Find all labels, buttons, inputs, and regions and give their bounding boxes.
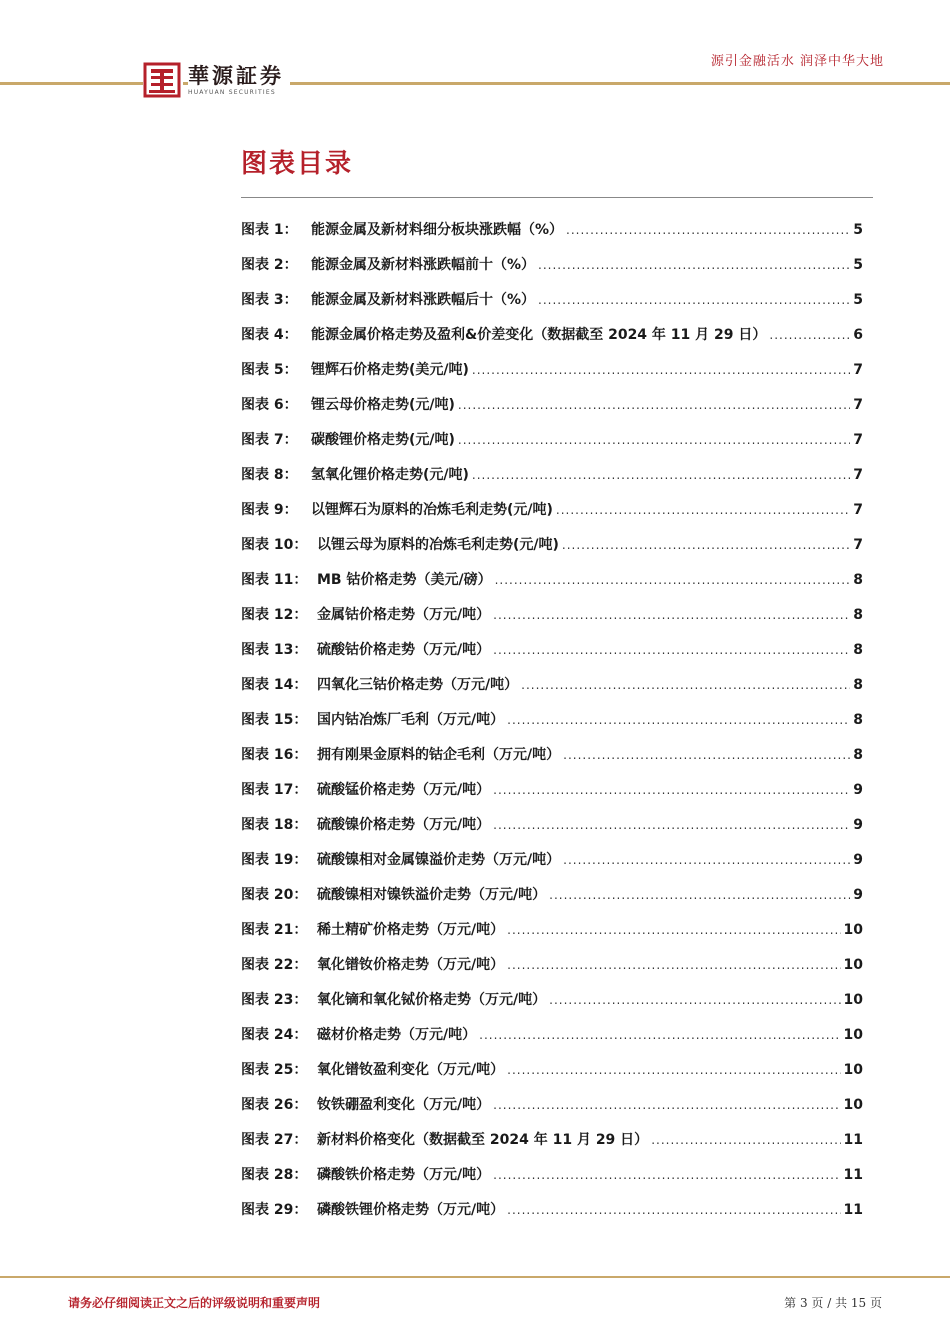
toc-leader-dots bbox=[493, 818, 850, 832]
toc-entry[interactable] bbox=[241, 604, 863, 639]
toc-entry[interactable] bbox=[241, 849, 863, 884]
toc-entry-label: 图表 13： bbox=[241, 642, 308, 658]
toc-leader-dots bbox=[507, 1203, 840, 1217]
toc-entry[interactable] bbox=[241, 884, 863, 919]
toc-entry-page: 11 bbox=[843, 1132, 863, 1148]
toc-leader-dots bbox=[769, 328, 850, 342]
toc-entry[interactable] bbox=[241, 569, 863, 604]
toc-entry-label: 图表 21： bbox=[241, 922, 308, 938]
toc-entry[interactable] bbox=[241, 814, 863, 849]
toc-entry-page: 10 bbox=[843, 1097, 863, 1113]
toc-leader-dots bbox=[563, 748, 850, 762]
toc-entry-label: 图表 17： bbox=[241, 782, 308, 798]
toc-leader-dots bbox=[651, 1133, 840, 1147]
toc-entry-label: 图表 19： bbox=[241, 852, 308, 868]
toc-entry[interactable] bbox=[241, 639, 863, 674]
toc-entry-title: 拥有刚果金原料的钴企毛利（万元/吨） bbox=[317, 747, 561, 763]
toc-entry-label: 图表 20： bbox=[241, 887, 308, 903]
toc-entry-page: 5 bbox=[853, 292, 863, 308]
toc-entry-label: 图表 12： bbox=[241, 607, 308, 623]
toc-entry-title: 磷酸铁价格走势（万元/吨） bbox=[317, 1167, 491, 1183]
toc-entry-page: 8 bbox=[853, 712, 863, 728]
toc-leader-dots bbox=[507, 1063, 840, 1077]
toc-leader-dots bbox=[563, 853, 850, 867]
toc-entry-label: 图表 23： bbox=[241, 992, 308, 1008]
toc-entry[interactable] bbox=[241, 534, 863, 569]
toc-entry-label: 图表 16： bbox=[241, 747, 308, 763]
toc-entry-label: 图表 7： bbox=[241, 432, 298, 448]
toc-entry-title: 锂云母价格走势(元/吨) bbox=[311, 397, 455, 413]
toc-entry-title: 金属钴价格走势（万元/吨） bbox=[317, 607, 491, 623]
toc-entry[interactable] bbox=[241, 1059, 863, 1094]
toc-entry[interactable] bbox=[241, 674, 863, 709]
toc-leader-dots bbox=[507, 958, 840, 972]
toc-entry-title: 磁材价格走势（万元/吨） bbox=[317, 1027, 477, 1043]
toc-entry-page: 10 bbox=[843, 1062, 863, 1078]
toc-entry-page: 7 bbox=[853, 502, 863, 518]
toc-leader-dots bbox=[538, 258, 850, 272]
footer-disclaimer: 请务必仔细阅读正文之后的评级说明和重要声明 bbox=[68, 1296, 321, 1310]
toc-entry-title: 硫酸锰价格走势（万元/吨） bbox=[317, 782, 491, 798]
toc-entry-title: 国内钴冶炼厂毛利（万元/吨） bbox=[317, 712, 505, 728]
toc-leader-dots bbox=[538, 293, 850, 307]
toc-title: 图表目录 bbox=[241, 149, 354, 179]
toc-entry-page: 10 bbox=[843, 957, 863, 973]
toc-entry-title: 四氧化三钴价格走势（万元/吨） bbox=[317, 677, 519, 693]
toc-entry-title: 锂辉石价格走势(美元/吨) bbox=[311, 362, 469, 378]
toc-entry-page: 10 bbox=[843, 992, 863, 1008]
toc-entry-title: 硫酸钴价格走势（万元/吨） bbox=[317, 642, 491, 658]
toc-entry-label: 图表 4： bbox=[241, 327, 298, 343]
toc-entry[interactable] bbox=[241, 744, 863, 779]
logo-chinese-name: 華源証券 bbox=[188, 63, 284, 88]
toc-entry-title: 新材料价格变化（数据截至 2024 年 11 月 29 日） bbox=[317, 1132, 649, 1148]
toc-entry-page: 5 bbox=[853, 257, 863, 273]
toc-entry-label: 图表 5： bbox=[241, 362, 298, 378]
toc-entry-label: 图表 29： bbox=[241, 1202, 308, 1218]
toc-entry-page: 11 bbox=[843, 1202, 863, 1218]
toc-entry-page: 11 bbox=[843, 1167, 863, 1183]
toc-entry-title: 能源金属价格走势及盈利&价差变化（数据截至 2024 年 11 月 29 日） bbox=[311, 327, 767, 343]
toc-entry[interactable] bbox=[241, 1024, 863, 1059]
footer-rule bbox=[0, 1276, 950, 1278]
company-logo-icon bbox=[143, 62, 183, 98]
toc-entry-label: 图表 18： bbox=[241, 817, 308, 833]
toc-leader-dots bbox=[472, 468, 850, 482]
logo-english-name: HUAYUAN SECURITIES bbox=[188, 89, 276, 96]
toc-entry[interactable] bbox=[241, 709, 863, 744]
toc-entry-page: 8 bbox=[853, 607, 863, 623]
toc-entry[interactable] bbox=[241, 1094, 863, 1129]
toc-entry-page: 8 bbox=[853, 677, 863, 693]
toc-entry[interactable] bbox=[241, 464, 863, 499]
toc-entry-page: 7 bbox=[853, 432, 863, 448]
toc-entry-label: 图表 14： bbox=[241, 677, 308, 693]
toc-leader-dots bbox=[458, 398, 850, 412]
toc-entry-label: 图表 15： bbox=[241, 712, 308, 728]
toc-leader-dots bbox=[493, 643, 850, 657]
toc-entry-title: 能源金属及新材料涨跌幅后十（%） bbox=[311, 292, 536, 308]
toc-entry-page: 7 bbox=[853, 467, 863, 483]
toc-entry[interactable] bbox=[241, 394, 863, 429]
toc-entry-page: 8 bbox=[853, 747, 863, 763]
toc-entry-title: 钕铁硼盈利变化（万元/吨） bbox=[317, 1097, 491, 1113]
toc-entry-title: 硫酸镍相对金属镍溢价走势（万元/吨） bbox=[317, 852, 561, 868]
toc-leader-dots bbox=[521, 678, 850, 692]
toc-leader-dots bbox=[493, 608, 850, 622]
toc-entry-page: 9 bbox=[853, 852, 863, 868]
toc-entry-title: 硫酸镍相对镍铁溢价走势（万元/吨） bbox=[317, 887, 547, 903]
toc-leader-dots bbox=[507, 713, 850, 727]
toc-entry-label: 图表 2： bbox=[241, 257, 298, 273]
toc-entry[interactable] bbox=[241, 954, 863, 989]
toc-entry-label: 图表 10： bbox=[241, 537, 308, 553]
toc-entry[interactable] bbox=[241, 219, 863, 254]
toc-entry-title: 能源金属及新材料涨跌幅前十（%） bbox=[311, 257, 536, 273]
header-slogan: 源引金融活水 润泽中华大地 bbox=[710, 54, 884, 69]
toc-leader-dots bbox=[493, 1098, 840, 1112]
toc-entry-page: 8 bbox=[853, 572, 863, 588]
toc-leader-dots bbox=[562, 538, 850, 552]
toc-entry-title: 磷酸铁锂价格走势（万元/吨） bbox=[317, 1202, 505, 1218]
toc-leader-dots bbox=[495, 573, 851, 587]
toc-entry-page: 10 bbox=[843, 1027, 863, 1043]
toc-entry[interactable] bbox=[241, 429, 863, 464]
toc-entry-label: 图表 25： bbox=[241, 1062, 308, 1078]
toc-entry-label: 图表 9： bbox=[241, 502, 298, 518]
toc-leader-dots bbox=[472, 363, 850, 377]
toc-entry[interactable] bbox=[241, 1199, 863, 1234]
toc-entry-title: 氧化镝和氧化铽价格走势（万元/吨） bbox=[317, 992, 547, 1008]
toc-leader-dots bbox=[493, 1168, 840, 1182]
footer-page-number: 第 3 页 / 共 15 页 bbox=[784, 1296, 882, 1310]
table-of-figures bbox=[241, 219, 863, 1234]
toc-entry-label: 图表 28： bbox=[241, 1167, 308, 1183]
toc-entry-label: 图表 3： bbox=[241, 292, 298, 308]
toc-entry-page: 10 bbox=[843, 922, 863, 938]
toc-entry[interactable] bbox=[241, 289, 863, 324]
toc-entry-label: 图表 1： bbox=[241, 222, 298, 238]
toc-entry-title: 硫酸镍价格走势（万元/吨） bbox=[317, 817, 491, 833]
toc-leader-dots bbox=[507, 923, 840, 937]
toc-entry-page: 8 bbox=[853, 642, 863, 658]
toc-entry-title: 能源金属及新材料细分板块涨跌幅（%） bbox=[311, 222, 564, 238]
toc-entry-page: 7 bbox=[853, 537, 863, 553]
toc-entry-page: 5 bbox=[853, 222, 863, 238]
company-logo bbox=[188, 64, 290, 97]
toc-entry-page: 7 bbox=[853, 362, 863, 378]
toc-entry[interactable] bbox=[241, 779, 863, 814]
toc-entry-label: 图表 11： bbox=[241, 572, 308, 588]
toc-entry-title: 以锂云母为原料的冶炼毛利走势(元/吨) bbox=[317, 537, 559, 553]
toc-entry-label: 图表 6： bbox=[241, 397, 298, 413]
toc-entry-page: 9 bbox=[853, 887, 863, 903]
toc-entry-page: 9 bbox=[853, 817, 863, 833]
toc-entry-label: 图表 8： bbox=[241, 467, 298, 483]
toc-entry-page: 9 bbox=[853, 782, 863, 798]
toc-entry-title: 以锂辉石为原料的冶炼毛利走势(元/吨) bbox=[311, 502, 553, 518]
toc-entry-page: 6 bbox=[853, 327, 863, 343]
toc-entry-label: 图表 27： bbox=[241, 1132, 308, 1148]
toc-entry-title: 氧化镨钕价格走势（万元/吨） bbox=[317, 957, 505, 973]
toc-entry[interactable] bbox=[241, 919, 863, 954]
toc-entry-label: 图表 22： bbox=[241, 957, 308, 973]
toc-entry[interactable] bbox=[241, 359, 863, 394]
toc-entry[interactable] bbox=[241, 499, 863, 534]
toc-leader-dots bbox=[566, 223, 850, 237]
toc-title-rule bbox=[241, 197, 873, 198]
toc-entry[interactable] bbox=[241, 989, 863, 1024]
toc-entry[interactable] bbox=[241, 254, 863, 289]
toc-entry-title: 氢氧化锂价格走势(元/吨) bbox=[311, 467, 469, 483]
toc-entry[interactable] bbox=[241, 1164, 863, 1199]
toc-entry-title: 碳酸锂价格走势(元/吨) bbox=[311, 432, 455, 448]
toc-entry-label: 图表 24： bbox=[241, 1027, 308, 1043]
toc-leader-dots bbox=[493, 783, 850, 797]
toc-entry-title: MB 钴价格走势（美元/磅） bbox=[317, 572, 492, 588]
toc-entry-title: 氧化镨钕盈利变化（万元/吨） bbox=[317, 1062, 505, 1078]
toc-leader-dots bbox=[479, 1028, 840, 1042]
toc-leader-dots bbox=[549, 993, 840, 1007]
toc-leader-dots bbox=[549, 888, 850, 902]
toc-leader-dots bbox=[556, 503, 850, 517]
toc-entry[interactable] bbox=[241, 324, 863, 359]
toc-leader-dots bbox=[458, 433, 850, 447]
toc-entry-title: 稀土精矿价格走势（万元/吨） bbox=[317, 922, 505, 938]
toc-entry-label: 图表 26： bbox=[241, 1097, 308, 1113]
toc-entry-page: 7 bbox=[853, 397, 863, 413]
toc-entry[interactable] bbox=[241, 1129, 863, 1164]
